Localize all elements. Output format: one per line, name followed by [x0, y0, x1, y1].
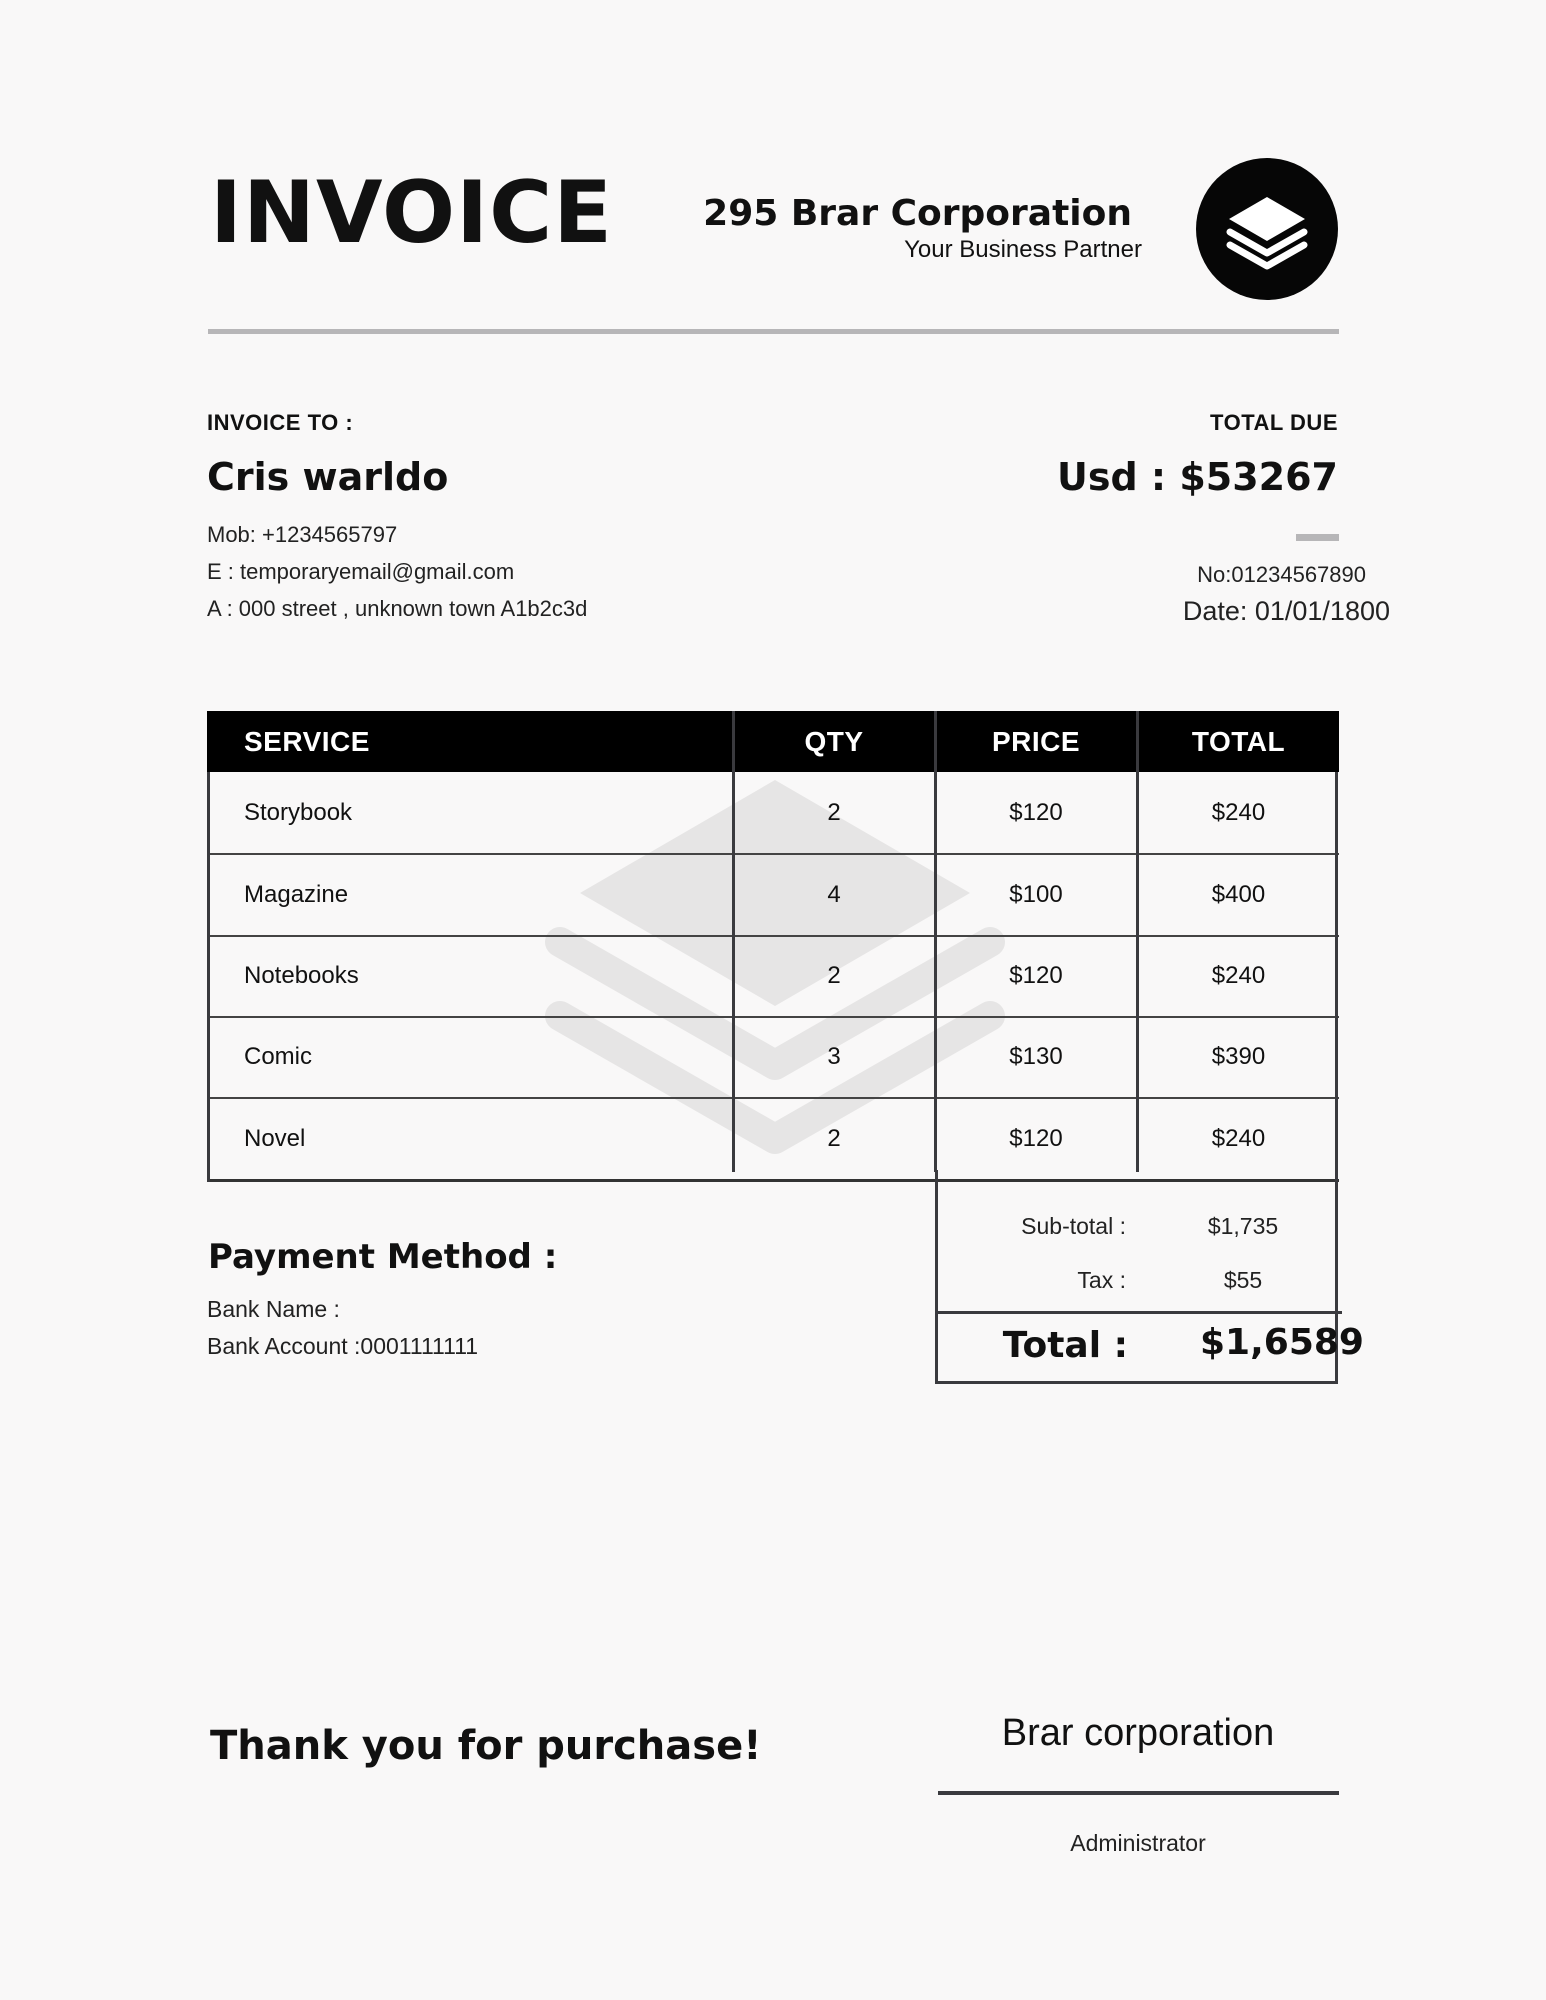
signatory-name: Brar corporation	[1001, 1712, 1275, 1754]
bank-account: Bank Account :0001111111	[207, 1333, 479, 1359]
table-col-divider	[1136, 711, 1139, 1172]
total-cell: $240	[1211, 962, 1266, 989]
table-row	[207, 772, 1339, 855]
tax-value: $55	[1223, 1267, 1263, 1293]
service-cell: Notebooks	[244, 962, 359, 989]
accent-dash	[1296, 534, 1339, 541]
table-border-left	[207, 772, 210, 1182]
table-row	[207, 935, 1339, 1018]
client-address: A : 000 street , unknown town A1b2c3d	[207, 596, 588, 621]
qty-cell: 2	[827, 1125, 841, 1152]
tax-label: Tax :	[1077, 1267, 1126, 1293]
client-email: E : temporaryemail@gmail.com	[207, 559, 515, 584]
table-border-right	[1335, 772, 1338, 1182]
qty-cell: 4	[827, 881, 841, 908]
grand-total-label: Total :	[1002, 1325, 1128, 1366]
price-cell: $120	[1009, 799, 1063, 826]
client-name: Cris warldo	[207, 455, 449, 499]
qty-cell: 2	[827, 799, 841, 826]
client-mobile: Mob: +1234565797	[207, 522, 398, 547]
company-name: 295 Brar Corporation	[703, 193, 1132, 234]
table-col-divider	[934, 711, 937, 1172]
total-cell: $390	[1211, 1043, 1266, 1070]
invoice-number: No:01234567890	[1197, 562, 1366, 587]
bank-name: Bank Name :	[207, 1296, 340, 1322]
table-col-divider	[732, 711, 735, 1172]
total-cell: $240	[1211, 799, 1266, 826]
total-due-label: TOTAL DUE	[1210, 410, 1338, 435]
subtotal-value: $1,735	[1207, 1213, 1279, 1239]
qty-cell: 2	[827, 962, 841, 989]
col-service-header: SERVICE	[244, 726, 370, 757]
thank-you-message: Thank you for purchase!	[210, 1723, 762, 1769]
service-cell: Comic	[244, 1043, 313, 1070]
price-cell: $130	[1009, 1043, 1063, 1070]
company-tagline: Your Business Partner	[904, 236, 1142, 263]
price-cell: $120	[1009, 1125, 1063, 1152]
qty-cell: 3	[827, 1043, 841, 1070]
price-cell: $100	[1009, 881, 1063, 908]
col-total-header: TOTAL	[1191, 726, 1286, 757]
signatory-role: Administrator	[1070, 1830, 1206, 1856]
col-qty-header: QTY	[804, 726, 864, 757]
company-logo	[1196, 158, 1338, 300]
header-divider	[208, 329, 1339, 334]
grand-total-value: $1,6589	[1200, 1322, 1364, 1363]
total-cell: $240	[1211, 1125, 1266, 1152]
service-cell: Storybook	[244, 799, 353, 826]
payment-method-title: Payment Method :	[208, 1237, 558, 1277]
subtotal-label: Sub-total :	[1021, 1213, 1126, 1239]
table-header	[207, 711, 1339, 772]
price-cell: $120	[1009, 962, 1063, 989]
total-divider	[935, 1311, 1342, 1314]
table-row	[207, 854, 1339, 937]
service-cell: Novel	[244, 1125, 306, 1152]
col-price-header: PRICE	[991, 726, 1081, 757]
layers-icon	[1217, 179, 1317, 279]
invoice-date: Date: 01/01/1800	[1182, 596, 1390, 626]
invoice-to-label: INVOICE TO :	[207, 410, 354, 435]
total-due-amount: Usd : $53267	[1057, 455, 1338, 499]
signature-line	[938, 1791, 1339, 1795]
invoice-title: INVOICE	[210, 163, 613, 263]
table-row	[207, 1016, 1339, 1099]
total-cell: $400	[1211, 881, 1266, 908]
service-cell: Magazine	[244, 881, 349, 908]
